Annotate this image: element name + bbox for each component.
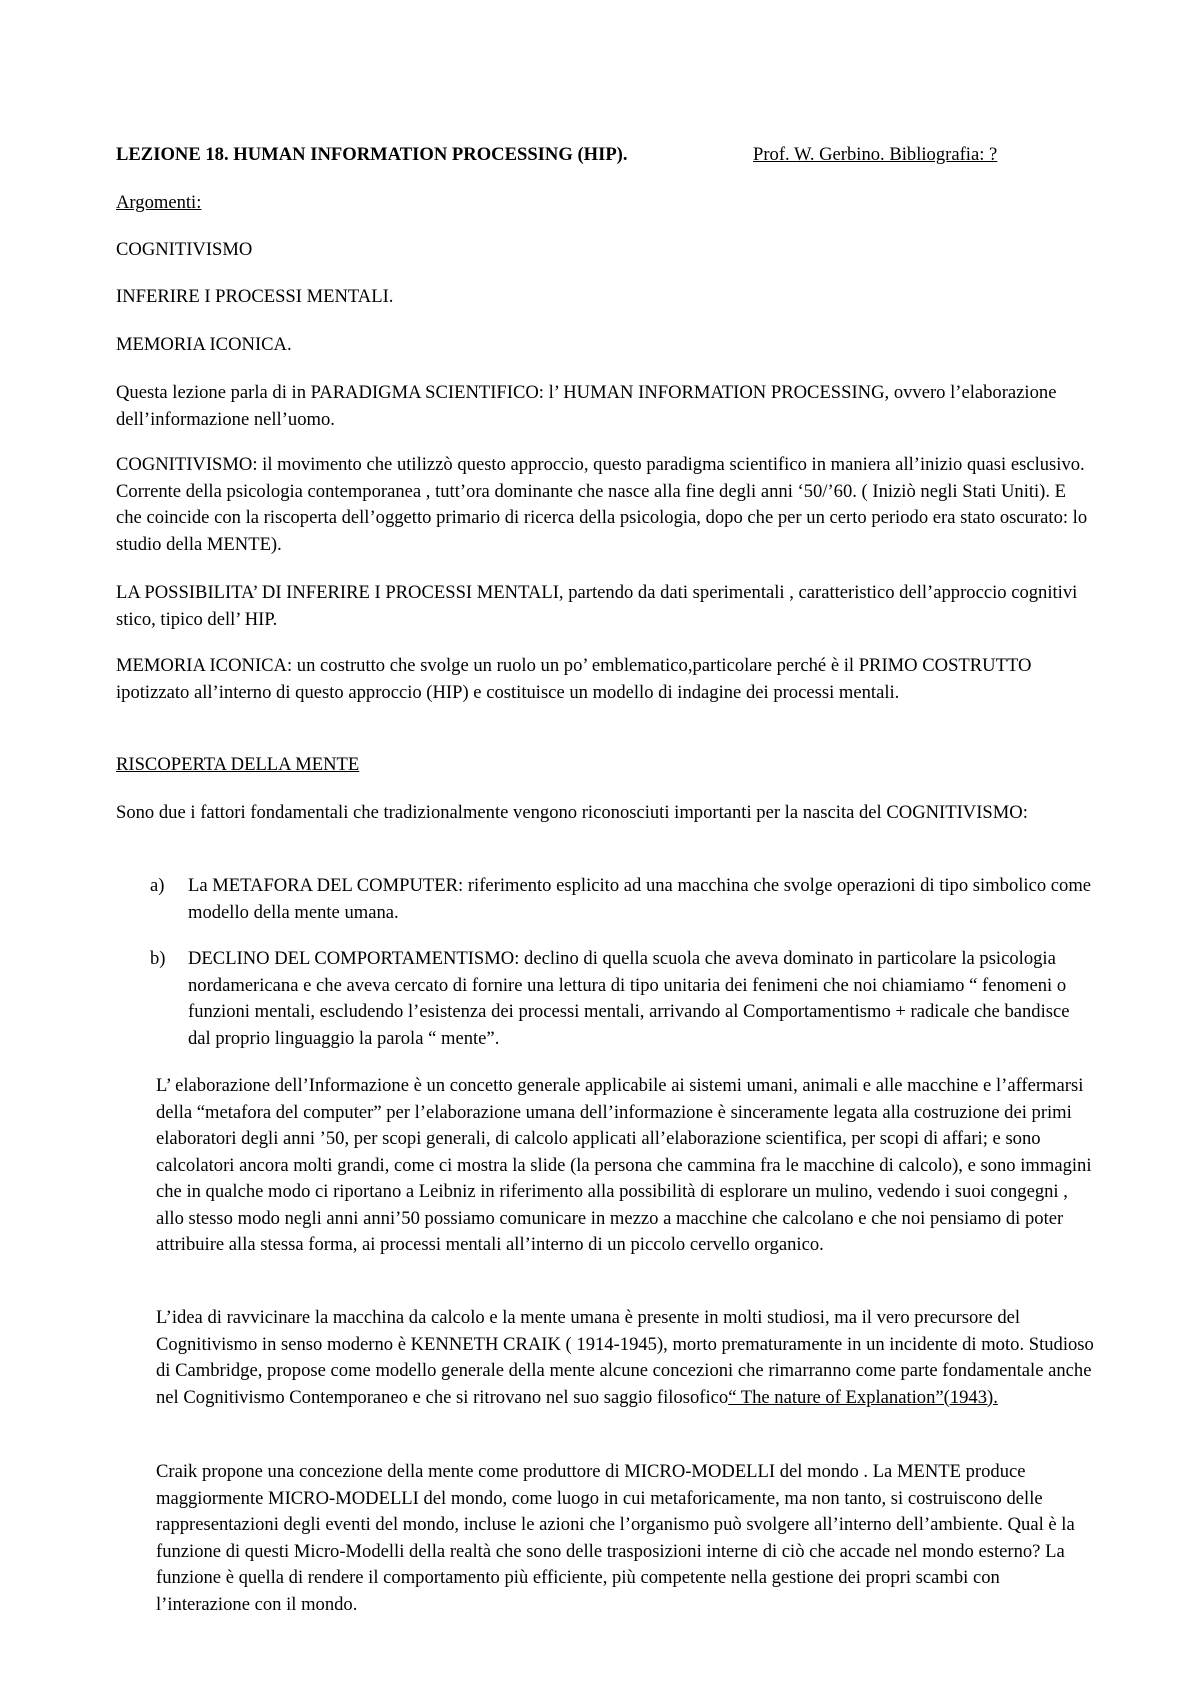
list-item: [150, 946, 1096, 1054]
topic-item: INFERIRE I PROCESSI MENTALI.: [116, 286, 394, 307]
topics-label: Argomenti:: [116, 192, 202, 213]
paragraph-possibilita: LA POSSIBILITA’ DI INFERIRE I PROCESSI MENTALI, partendo da dati sperimentali , caratteristico dell’approccio cognitivi stico, tipico dell’ HIP.: [116, 582, 1078, 630]
list-marker: b): [150, 948, 166, 969]
topic-item: COGNITIVISMO: [116, 239, 253, 260]
professor-bibliography: Prof. W. Gerbino. Bibliografia: ?: [753, 144, 998, 165]
paragraph-fattori: Sono due i fattori fondamentali che tradizionalmente vengono riconosciuti importanti per la nascita del COGNITIVISMO:: [116, 802, 1028, 823]
list-marker: a): [150, 875, 165, 896]
paragraph-cognitivismo: COGNITIVISMO: il movimento che utilizzò questo approccio, questo paradigma scientifico in maniera all’inizio quasi esclusivo. Corrente della psicologia contemporanea , tutt’ora dominante che nasce alla fine degli anni ‘50/’60. ( Iniziò negli Stati Uniti). E che coincide con la riscoperta dell’oggetto primario di ricerca della psicologia, dopo che per un certo periodo era stato oscurato: lo studio della MENTE).: [116, 454, 1088, 555]
paragraph-craik-precursore: [156, 1305, 1096, 1411]
document-header: [116, 142, 1076, 170]
list-text: La METAFORA DEL COMPUTER: riferimento esplicito ad una macchina che svolge operazioni di tipo simbolico come modello della mente umana.: [188, 875, 1092, 923]
book-title: “ The nature of Explanation”(1943).: [728, 1386, 998, 1408]
paragraph-elaborazione: L’ elaborazione dell’Informazione è un concetto generale applicabile ai sistemi umani, animali e alle macchine e l’affermarsi della “metafora del computer” per l’elaborazione umana dell’informazione è sinceramente legata alla costruzione dei primi elaboratori degli anni ’50, per scopi generali, di calcolo applicati all’elaborazione scientifica, per scopi di affari; e sono calcolatori ancora molti grandi, come ci mostra la slide (la persona che cammina fra le macchine di calcolo), e sono immagini che in qualche modo ci riportano a Leibniz in riferimento alla possibilità di esplorare un mulino, vedendo i suoi congegni , allo stesso modo negli anni anni’50 possiamo comunicare in mezzo a macchine che calcolano e che noi pensiamo di poter attribuire alla stessa forma, ai processi mentali all’interno di un piccolo cervello organico.: [156, 1075, 1092, 1255]
paragraph-memoria-iconica: MEMORIA ICONICA: un costrutto che svolge un ruolo un po’ emblematico,particolare perché è il PRIMO COSTRUTTO ipotizzato all’interno di questo approccio (HIP) e costituisce un modello di indagine dei processi mentali.: [116, 655, 1032, 703]
list-item: [150, 873, 1096, 927]
paragraph-intro: Questa lezione parla di in PARADIGMA SCIENTIFICO: l’ HUMAN INFORMATION PROCESSING, ovvero l’elaborazione dell’informazione nell’uomo.: [116, 382, 1057, 430]
topic-item: MEMORIA ICONICA.: [116, 334, 292, 355]
paragraph-micro-modelli: Craik propone una concezione della mente come produttore di MICRO-MODELLI del mondo . La MENTE produce maggiormente MICRO-MODELLI del mondo, come luogo in cui metaforicamente, ma non tanto, si costruiscono delle rappresentazioni degli eventi del mondo, incluse le azioni che l’organismo può svolgere all’interno dell’ambiente. Qual è la funzione di questi Micro-Modelli della realtà che sono delle trasposizioni interne di ciò che accade nel mondo esterno? La funzione è quella di rendere il comportamento più efficiente, più competente nella gestione dei propri scambi con l’interazione con il mondo.: [156, 1461, 1075, 1615]
lesson-title: LEZIONE 18. HUMAN INFORMATION PROCESSING (HIP).: [116, 144, 628, 165]
paragraph-craik-text: L’idea di ravvicinare la macchina da calcolo e la mente umana è presente in molti studiosi, ma il vero precursore del Cognitivismo in senso moderno è KENNETH CRAIK ( 1914-1945), morto prematuramente in un incidente di moto. Studioso di Cambridge, propose come modello generale della mente alcune concezioni che rimarranno come parte fondamentale anche nel Cognitivismo Contemporaneo e che si ritrovano nel suo saggio filosofico: [156, 1307, 1094, 1408]
list-text: DECLINO DEL COMPORTAMENTISMO: declino di quella scuola che aveva dominato in particolare la psicologia nordamericana e che aveva cercato di fornire una lettura di tipo unitaria dei fenimeni che noi chiamiamo “ fenomeni o funzioni mentali, escludendo l’esistenza dei processi mentali, arrivando al Comportamentismo + radicale che bandisce dal proprio linguaggio la parola “ mente”.: [188, 948, 1070, 1049]
section-heading-riscoperta: RISCOPERTA DELLA MENTE: [116, 754, 360, 775]
